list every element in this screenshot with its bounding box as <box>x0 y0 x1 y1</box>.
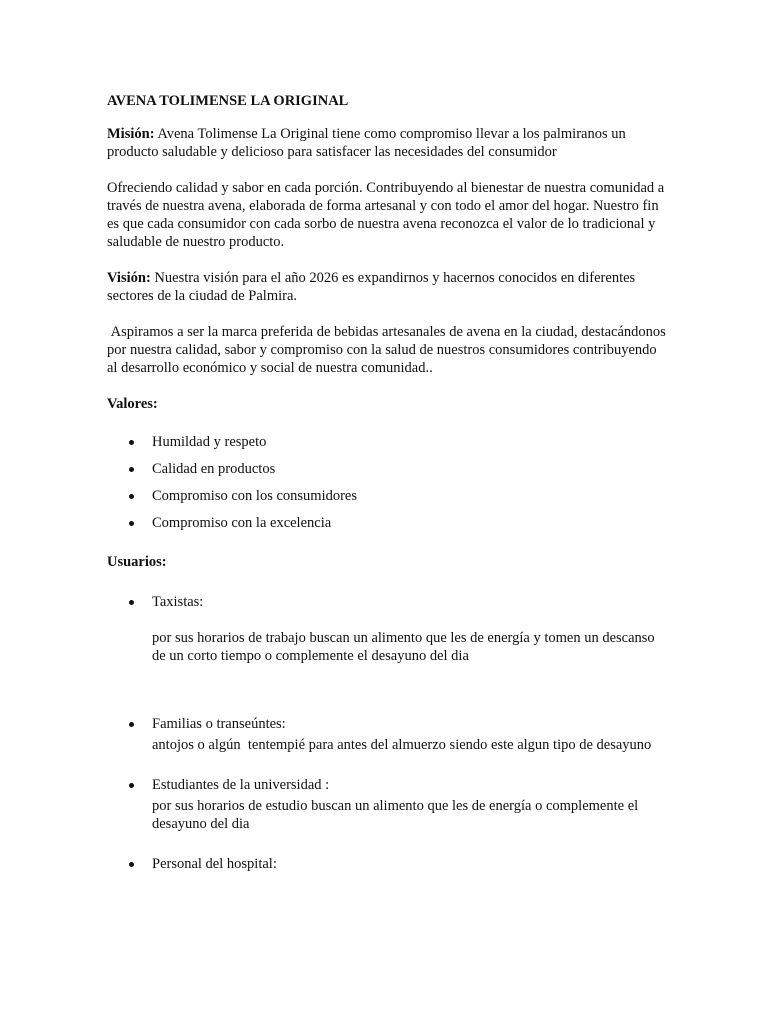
bullet-icon <box>129 862 134 867</box>
usuarios-list <box>107 593 667 873</box>
vision-label: Visión: <box>107 270 151 286</box>
bullet-icon <box>129 722 134 727</box>
list-item <box>107 593 667 665</box>
calidad-paragraph: Ofreciendo calidad y sabor en cada porción. Contribuyendo al bienestar de nuestra comunidad a través de nuestra avena, elaborada de forma artesanal y con todo el amor del hogar. Nuestro fin es que cada consumidor con cada sorbo de nuestra avena reconozca el valor de lo tradicional y saludable de nuestro producto. <box>107 180 665 250</box>
aspiramos-paragraph: Aspiramos a ser la marca preferida de bebidas artesanales de avena en la ciudad, destacándonos por nuestra calidad, sabor y compromiso con la salud de nuestros consumidores contribuyendo al desarrollo económico y social de nuestra comunidad.. <box>107 324 670 376</box>
usuario-detail: por sus horarios de estudio buscan un alimento que les de energía o complemente el desayuno del dia <box>152 798 639 832</box>
bullet-icon <box>129 440 134 445</box>
valor-text: Humildad y respeto <box>152 434 267 450</box>
usuario-label: Personal del hospital: <box>152 856 277 872</box>
usuario-label: Taxistas: <box>152 594 204 610</box>
vision-paragraph <box>107 269 667 305</box>
bullet-icon <box>129 467 134 472</box>
list-item <box>107 433 667 451</box>
usuario-detail: antojos o algún tentempié para antes del almuerzo siendo este algun tipo de desayuno <box>152 737 652 753</box>
valor-text: Compromiso con la excelencia <box>152 515 332 531</box>
valor-text: Calidad en productos <box>152 461 276 477</box>
bullet-icon <box>129 783 134 788</box>
list-item <box>107 855 667 873</box>
usuario-detail: por sus horarios de trabajo buscan un alimento que les de energía y tomen un descanso de un corto tiempo o complemente el desayuno del dia <box>152 630 655 664</box>
document-title: AVENA TOLIMENSE LA ORIGINAL <box>107 93 349 109</box>
mision-paragraph <box>107 125 667 161</box>
list-item <box>107 514 667 532</box>
list-item <box>107 460 667 478</box>
mision-text: Avena Tolimense La Original tiene como compromiso llevar a los palmiranos un producto saludable y delicioso para satisfacer las necesidades del consumidor <box>107 126 626 160</box>
list-item <box>107 715 667 754</box>
list-item <box>107 487 667 505</box>
valores-list <box>107 433 667 532</box>
usuario-label: Familias o transeúntes: <box>152 716 286 732</box>
usuarios-heading: Usuarios: <box>107 554 167 570</box>
valor-text: Compromiso con los consumidores <box>152 488 358 504</box>
vision-text: Nuestra visión para el año 2026 es expandirnos y hacernos conocidos en diferentes sectores de la ciudad de Palmira. <box>107 270 636 304</box>
bullet-icon <box>129 521 134 526</box>
bullet-icon <box>129 494 134 499</box>
document-body <box>107 92 670 873</box>
list-item <box>107 776 667 833</box>
usuario-label: Estudiantes de la universidad : <box>152 777 330 793</box>
valores-heading: Valores: <box>107 396 158 412</box>
bullet-icon <box>129 600 134 605</box>
mision-label: Misión: <box>107 126 155 142</box>
